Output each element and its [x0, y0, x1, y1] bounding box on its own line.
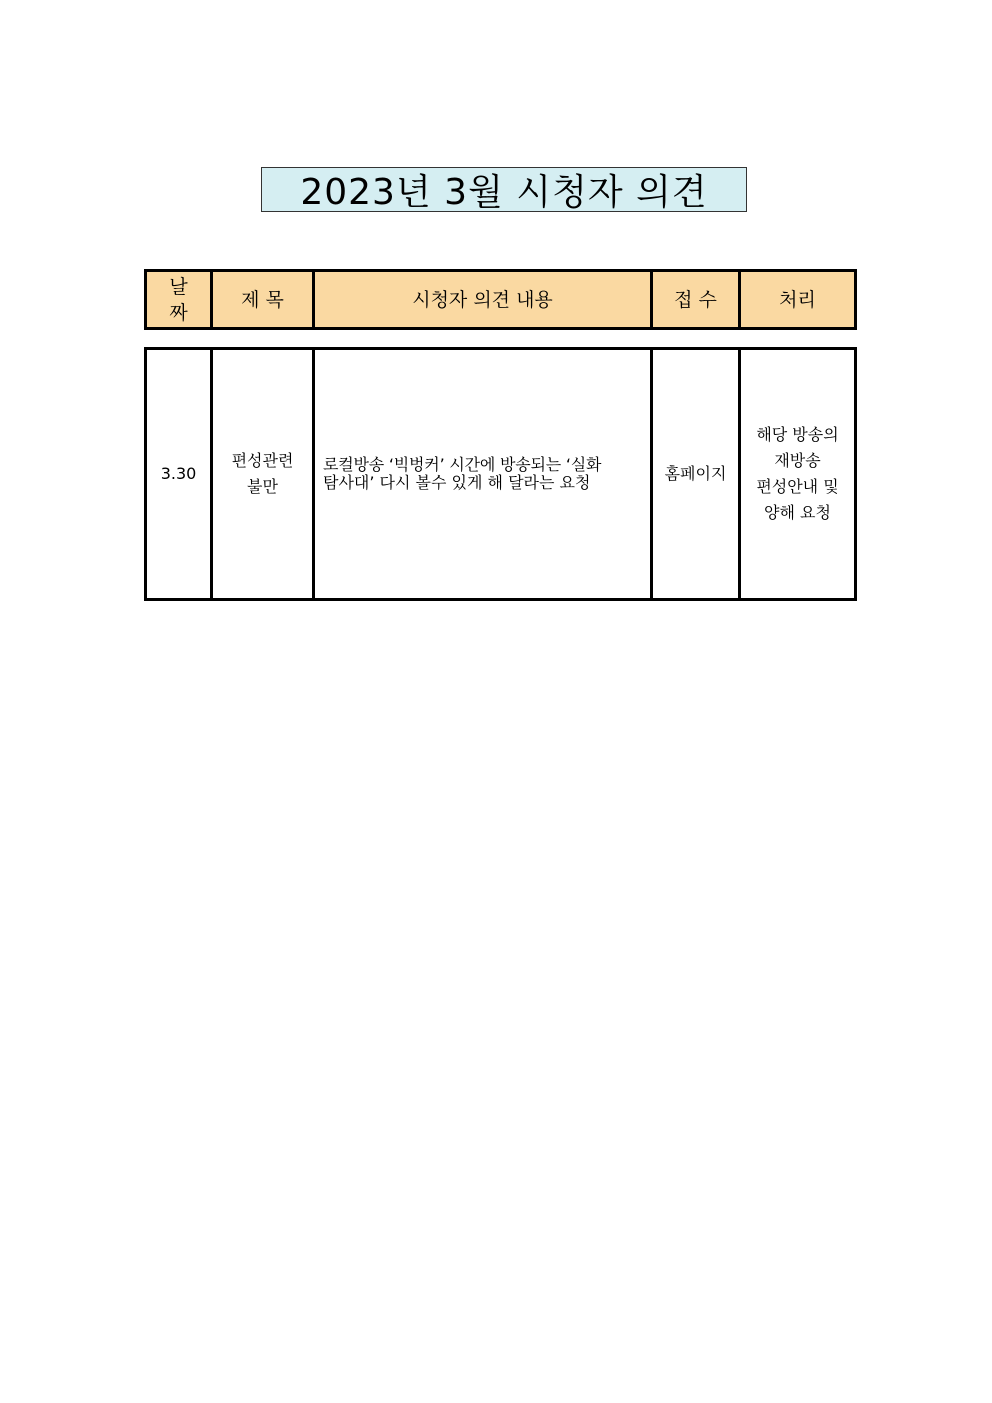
header-action-label: 처리	[779, 288, 816, 311]
cell-subject	[212, 349, 314, 600]
received-value: 홈페이지	[664, 464, 727, 483]
header-date	[146, 271, 212, 329]
action-line-2: 재방송	[774, 451, 821, 470]
cell-action	[740, 349, 856, 600]
content-line-2: 탐사대’ 다시 볼수 있게 해 달라는 요청	[323, 473, 591, 492]
header-received-label: 접 수	[674, 288, 717, 311]
header-row	[146, 271, 856, 329]
action-line-3: 편성안내 및	[756, 477, 839, 496]
header-table	[144, 269, 857, 330]
page-title	[261, 167, 747, 212]
header-date-label: 날짜	[169, 275, 188, 324]
action-line-4: 양해 요청	[764, 503, 831, 522]
page-title-text: 2023년 3월 시청자 의견	[300, 172, 708, 213]
header-content	[314, 271, 652, 329]
header-received	[652, 271, 740, 329]
header-content-label: 시청자 의견 내용	[412, 288, 553, 311]
opinion-table	[144, 347, 857, 601]
content-line-1: 로컬방송 ‘빅벙커’ 시간에 방송되는 ‘실화	[323, 455, 602, 474]
cell-content	[314, 349, 652, 600]
subject-line-2: 불만	[247, 477, 278, 496]
header-action	[740, 271, 856, 329]
subject-line-1: 편성관련	[231, 451, 294, 470]
action-line-1: 해당 방송의	[756, 425, 839, 444]
cell-date	[146, 349, 212, 600]
header-subject-label: 제 목	[241, 288, 284, 311]
cell-received	[652, 349, 740, 600]
table-row	[146, 349, 856, 600]
header-subject	[212, 271, 314, 329]
date-value: 3.30	[160, 464, 197, 483]
